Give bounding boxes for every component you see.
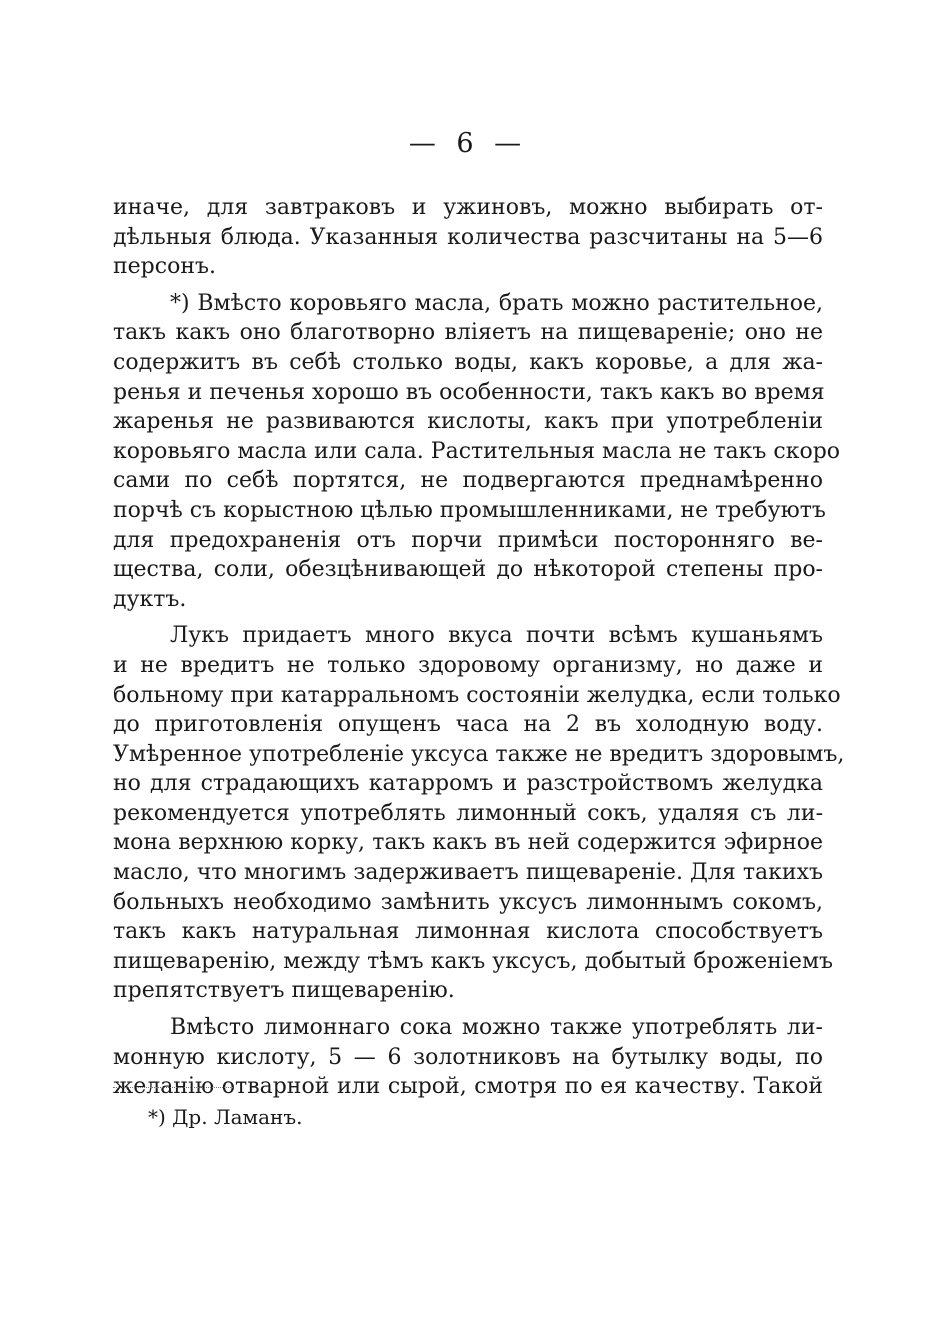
paragraph-gap [113, 282, 823, 289]
text-line: ренья и печенья хорошо въ особенности, такъ какъ во время [113, 379, 825, 405]
text-line: содержитъ въ себѣ столько воды, какъ коровье, а для жа- [113, 349, 823, 375]
text-line: Вмѣсто лимоннаго сока можно также употреблять ли- [170, 1015, 823, 1041]
text-line: но для страдающихъ катарромъ и разстройствомъ желудка [113, 771, 823, 797]
footnote: *) Др. Ламанъ. [148, 1105, 303, 1129]
text-line: персонъ. [113, 254, 216, 280]
page-number: — 6 — [408, 128, 528, 159]
paragraph-gap [113, 614, 823, 621]
text-line: монную кислоту, 5 — 6 золотниковъ на бутылку воды, по [113, 1044, 823, 1070]
text-line: масло, что многимъ задерживаетъ пищеваренiе. Для такихъ [113, 860, 823, 886]
text-line: порчѣ съ корыстною цѣлью промышленниками, не требуютъ [113, 497, 826, 523]
text-line: *) Вмѣсто коровьяго масла, брать можно растительное, [170, 290, 823, 316]
text-line: до приготовленiя опущенъ часа на 2 въ холодную воду. [113, 712, 823, 738]
text-line: мона верхнюю корку, такъ какъ въ ней содержится эфирное [113, 830, 823, 856]
text-line: препятствуетъ пищеваренiю. [113, 978, 455, 1004]
text-line: больному при катарральномъ состоянiи желудка, если только [113, 682, 841, 708]
body-text [113, 193, 845, 1102]
text-line: Умѣренное употребленiе уксуса также не вредитъ здоровымъ, [113, 741, 845, 767]
paragraph [113, 621, 845, 1006]
paragraph [113, 1013, 823, 1102]
footnote-divider [113, 1087, 233, 1088]
text-line: такъ какъ натуральная лимонная кислота способствуетъ [113, 919, 823, 945]
text-line: больныхъ необходимо замѣнить уксусъ лимоннымъ сокомъ, [113, 889, 823, 915]
text-line: коровьяго масла или сала. Растительныя масла не такъ скоро [113, 438, 841, 464]
text-line: дуктъ. [113, 586, 187, 612]
text-line: пищеваренiю, между тѣмъ какъ уксусъ, добытый броженiемъ [113, 948, 834, 974]
text-line: щества, соли, обезцѣнивающей до нѣкоторой степены про- [113, 557, 823, 583]
text-line: Лукъ придаетъ много вкуса почти всѣмъ кушаньямъ [170, 623, 823, 649]
text-line: для предохраненiя отъ порчи примѣси посторонняго ве- [113, 527, 823, 553]
paragraph [113, 193, 823, 282]
text-line: иначе, для завтраковъ и ужиновъ, можно выбирать от- [113, 195, 823, 220]
text-line: и не вредитъ не только здоровому организму, но даже и [113, 652, 823, 678]
text-line: такъ какъ оно благотворно влiяетъ на пищеваренiе; оно не [113, 320, 823, 346]
text-line: сами по себѣ портятся, не подвергаются преднамѣренно [113, 468, 823, 494]
text-line: рекомендуется употреблять лимонный сокъ, удаляя съ ли- [113, 800, 823, 826]
text-line: желанiю отварной или сырой, смотря по ея качеству. Такой [113, 1074, 823, 1100]
paragraph [113, 289, 841, 615]
paragraph-gap [113, 1006, 823, 1013]
text-line: дѣльныя блюда. Указанныя количества разсчитаны на 5—6 [113, 224, 823, 250]
text-line: жаренья не развиваются кислоты, какъ при употребленiи [113, 409, 823, 435]
